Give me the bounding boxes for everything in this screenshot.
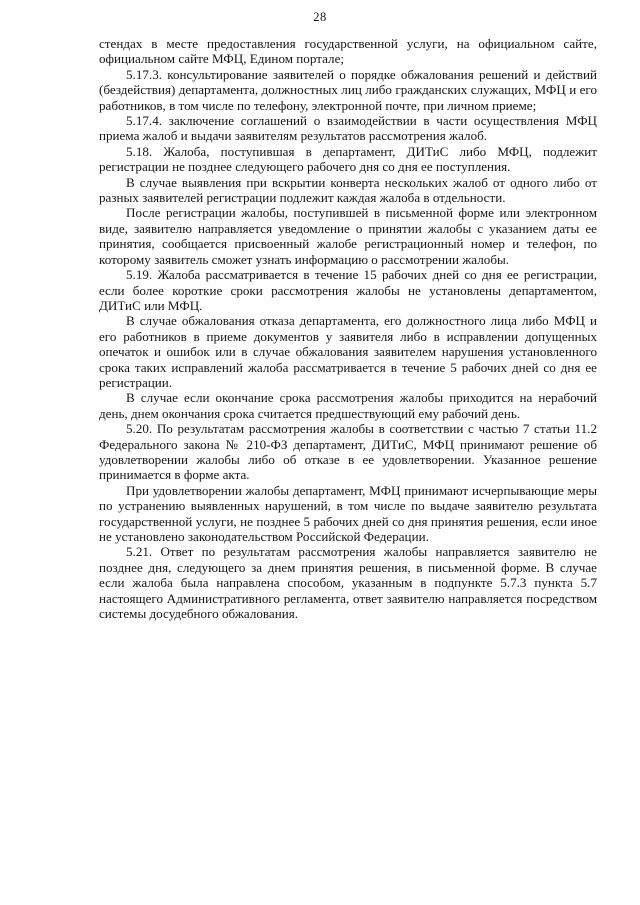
paragraph-continuation: стендах в месте предоставления государственной услуги, на официальном сайте, официальном сайте МФЦ, Едином портале;: [99, 36, 597, 67]
paragraph-refusal-appeal: В случае обжалования отказа департамента, его должностного лица либо МФЦ и его работников в приеме документов у заявителя либо в исправлении допущенных опечаток и ошибок или в случае обжалования заявителем нарушения установленного срока таких исправлений жалоба рассматривается в течение 5 рабочих дней со дня ее регистрации.: [99, 313, 597, 390]
paragraph-satisfaction-measures: При удовлетворении жалобы департамент, МФЦ принимают исчерпывающие меры по устранению выявленных нарушений, в том числе по выдаче заявителю результата государственной услуги, не позднее 5 рабочих дней со дня принятия решения, если иное не установлено законодательством Российской Федерации.: [99, 482, 597, 544]
paragraph-5-17-3: 5.17.3. консультирование заявителей о порядке обжалования решений и действий (бездействия) департамента, должностных лиц либо гражданских служащих, МФЦ и его работников, в том числе по телефону, электронной почте, при личном приеме;: [99, 66, 597, 113]
paragraph-multiple-complaints: В случае выявления при вскрытии конверта нескольких жалоб от одного либо от разных заявителей регистрации подлежит каждая жалоба в отдельности.: [99, 174, 597, 206]
paragraph-non-working-day: В случае если окончание срока рассмотрения жалобы приходится на нерабочий день, днем окончания срока считается предшествующий ему рабочий день.: [99, 390, 597, 421]
page-number: 28: [313, 10, 327, 24]
document-body: [99, 36, 597, 621]
paragraph-registration-notice: После регистрации жалобы, поступившей в письменной форме или электронном виде, заявителю направляется уведомление о принятии жалобы с указанием даты ее принятия, сообщается присвоенный жалобе регистрационный номер и телефон, по которому заявитель сможет узнать информацию о рассмотрении жалобы.: [99, 205, 597, 267]
paragraph-5-19: 5.19. Жалоба рассматривается в течение 15 рабочих дней со дня ее регистрации, если более короткие сроки рассмотрения жалобы не установлены департаментом, ДИТиС или МФЦ.: [99, 267, 597, 313]
paragraph-5-20: 5.20. По результатам рассмотрения жалобы в соответствии с частью 7 статьи 11.2 Федерального закона № 210-ФЗ департамент, ДИТиС, МФЦ принимают решение об удовлетворении жалобы либо об отказе в ее удовлетворении. Указанное решение принимается в форме акта.: [99, 421, 597, 483]
paragraph-5-18: 5.18. Жалоба, поступившая в департамент, ДИТиС либо МФЦ, подлежит регистрации не позднее следующего рабочего дня со дня ее поступления.: [99, 143, 597, 175]
paragraph-5-21: 5.21. Ответ по результатам рассмотрения жалобы направляется заявителю не позднее дня, следующего за днем принятия решения, в письменной форме. В случае если жалоба была направлена способом, указанным в подпункте 5.7.3 пункта 5.7 настоящего Административного регламента, ответ заявителю направляется посредством системы досудебного обжалования.: [99, 544, 597, 622]
paragraph-5-17-4: 5.17.4. заключение соглашений о взаимодействии в части осуществления МФЦ приема жалоб и выдачи заявителям результатов рассмотрения жалоб.: [99, 113, 597, 144]
